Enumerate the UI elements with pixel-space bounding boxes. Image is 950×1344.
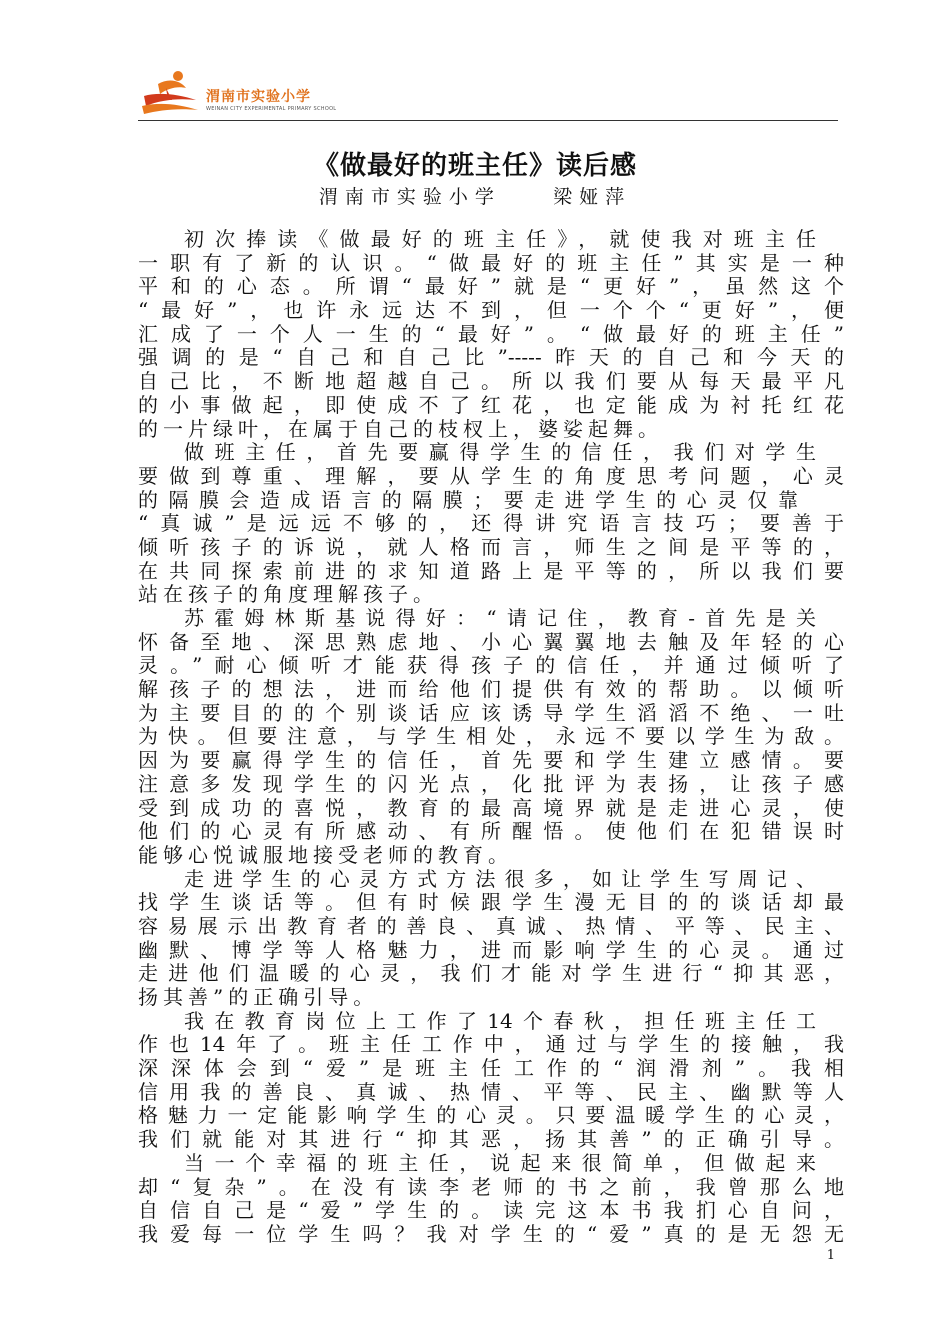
text-line: 信用我的善良、真诚、热情、平等、民主、幽默等人 [138,1079,844,1104]
text-line: 怀备至地、深思熟虑地、小心翼翼地去触及年轻的心 [138,629,844,654]
text-line: 格魅力一定能影响学生的心灵。只要温暖学生的心灵， [138,1103,844,1128]
text-line: 注意多发现学生的闪光点，化批评为表扬，让孩子感 [138,771,844,796]
text-line: 能够心悦诚服地接受老师的教育。 [138,842,513,867]
school-logo-icon [138,66,204,116]
text-line: 的隔膜会造成语言的隔膜；要走进学生的心灵仅靠 [138,487,798,512]
text-line: 我在教育岗位上工作了14个春秋，担任班主任工 [184,1008,816,1033]
text-line: 走进他们温暖的心灵，我们才能对学生进行“抑其恶， [138,961,844,986]
text-line: 解孩子的想法，进而给他们提供有效的帮助。以倾听 [138,677,844,702]
text-line: 扬其善”的正确引导。 [138,985,379,1009]
text-line: 的一片绿叶，在属于自己的枝杈上，婆娑起舞。 [138,416,663,441]
school-logo-subtext: WEINAN CITY EXPERIMENTAL PRIMARY SCHOOL [206,106,337,112]
text-line: 平和的心态。所谓“最好”就是“更好”，虽然这个 [138,274,844,299]
text-line: 为快。但要注意，与学生相处，永远不要以学生为敌。 [138,724,844,749]
text-line: 在共同探索前进的求知道路上是平等的，所以我们要 [138,558,844,583]
text-line: 为主要目的的个别谈话应该诱导学生滔滔不绝、一吐 [138,700,844,725]
text-line: 强调的是“自己和自己比”-----昨天的自己和今天的 [138,345,844,370]
text-line: 苏霍姆林斯基说得好：“请记住，教育-首先是关 [184,606,816,630]
text-line: 走进学生的心灵方式方法很多，如让学生写周记、 [184,866,816,891]
text-line: 站在孩子的角度理解孩子。 [138,582,438,607]
text-line: 初次捧读《做最好的班主任》，就使我对班主任 [184,227,816,251]
document-body [138,228,844,1247]
text-line: 自己比，不断地超越自己。所以我们要从每天最平凡 [138,369,844,394]
text-line: 幽默、博学等人格魅力，进而影响学生的心灵。通过 [138,937,844,962]
text-line: 当一个幸福的班主任，说起来很简单，但做起来 [184,1150,816,1175]
text-line: 受到成功的喜悦，教育的最高境界就是走进心灵，使 [138,795,844,820]
school-logo-text: 渭南市实验小学 [206,89,311,105]
text-line: 作也14年了。班主任工作中，通过与学生的接触，我 [138,1032,844,1057]
page-number: 1 [826,1248,835,1263]
text-line: 却“复杂”。在没有读李老师的书之前，我曾那么地 [138,1174,844,1199]
header-divider [138,120,838,121]
document-title: 《做最好的班主任》读后感 [312,151,637,181]
text-line: 找学生谈话等。但有时候跟学生漫无目的的谈话却最 [138,890,844,915]
text-line: 他们的心灵有所感动、有所醒悟。使他们在犯错误时 [138,819,844,844]
text-line: “真诚”是远远不够的，还得讲究语言技巧；要善于 [138,511,844,536]
text-line: 深深体会到“爱”是班主任工作的“润滑剂”。我相 [138,1056,844,1081]
text-line: “最好”，也许永远达不到，但一个个“更好”，便 [138,298,844,323]
text-line: 灵。”耐心倾听才能获得孩子的信任，并通过倾听了 [138,653,844,678]
text-line: 容易展示出教育者的善良、真诚、热情、平等、民主、 [138,913,844,938]
text-line: 自信自己是“爱”学生的。读完这本书我扪心自问， [138,1198,844,1223]
text-line: 因为要赢得学生的信任，首先要和学生建立感情。要 [138,748,844,773]
text-line: 我们就能对其进行“抑其恶，扬其善”的正确引导。 [138,1127,844,1152]
text-line: 我爱每一位学生吗？我对学生的“爱”真的是无怨无 [138,1221,844,1246]
text-line: 汇成了一个人一生的“最好”。“做最好的班主任” [138,321,844,346]
document-byline: 渭南市实验小学 梁娅萍 [318,186,632,208]
text-line: 一职有了新的认识。“做最好的班主任”其实是一种 [138,250,844,275]
text-line: 做班主任，首先要赢得学生的信任，我们对学生 [184,440,816,465]
text-line: 的小事做起，即使成不了红花，也定能成为衬托红花 [138,392,844,417]
text-line: 要做到尊重、理解，要从学生的角度思考问题，心灵 [138,463,844,488]
text-line: 倾听孩子的诉说，就人格而言，师生之间是平等的， [138,534,844,559]
page-header [138,62,838,120]
